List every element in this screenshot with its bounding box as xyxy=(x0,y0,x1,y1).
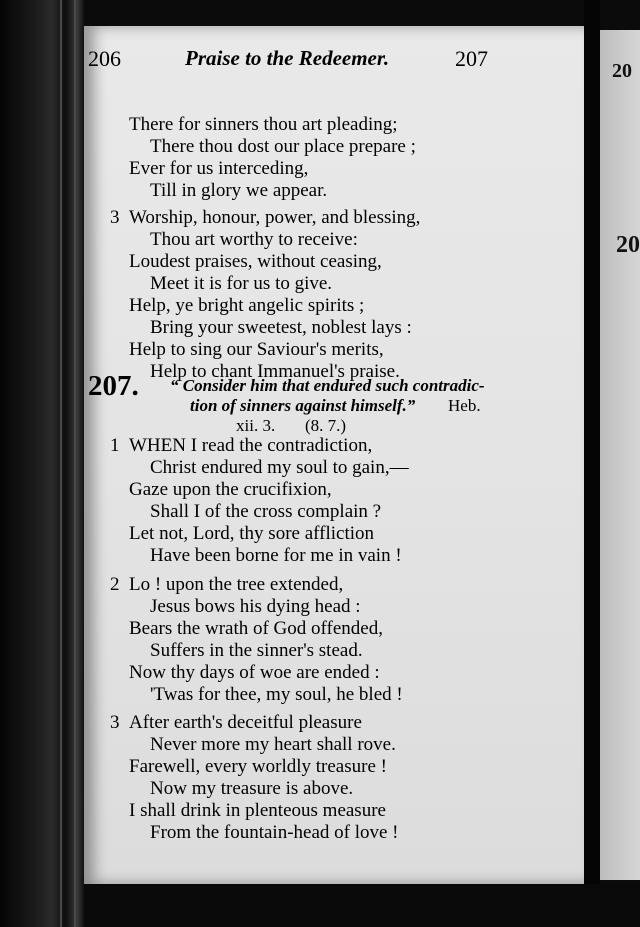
verse-line: Bring your sweetest, noblest lays : xyxy=(150,317,412,338)
verse-line: Christ endured my soul to gain,— xyxy=(150,457,409,478)
verse-line: Shall I of the cross complain ? xyxy=(150,501,382,522)
verse-line: Loudest praises, without ceasing, xyxy=(129,251,382,272)
verse-line: Worship, honour, power, and blessing, xyxy=(129,207,421,228)
adjacent-page xyxy=(600,30,640,880)
adjacent-page-number: 20 xyxy=(612,60,632,82)
verse-line: Never more my heart shall rove. xyxy=(150,734,396,755)
verse-line: Lo ! upon the tree extended, xyxy=(129,574,344,595)
spine-edge xyxy=(74,0,76,927)
right-page-number: 207 xyxy=(455,46,488,71)
page-gutter xyxy=(584,0,600,927)
hymn-number: 207. xyxy=(88,370,139,402)
adjacent-page-number: 20 xyxy=(616,232,640,258)
verse-number: 1 xyxy=(110,435,120,456)
verse-line: Farewell, every worldly treasure ! xyxy=(129,756,387,777)
epigraph-reference: xii. 3. xyxy=(236,416,276,435)
spine-edge xyxy=(60,0,62,927)
verse-line: Suffers in the sinner's stead. xyxy=(150,640,363,661)
epigraph-reference: Heb. xyxy=(448,396,481,415)
verse-line: After earth's deceitful pleasure xyxy=(129,712,362,733)
verse-number: 3 xyxy=(110,712,120,733)
verse-line: There for sinners thou art pleading; xyxy=(129,114,398,135)
verse-line: I shall drink in plenteous measure xyxy=(129,800,386,821)
verse-line: 'Twas for thee, my soul, he bled ! xyxy=(150,684,403,705)
verse-line: Help to chant Immanuel's praise. xyxy=(150,361,400,382)
verse-line: Help to sing our Saviour's merits, xyxy=(129,339,384,360)
verse-line: Jesus bows his dying head : xyxy=(150,596,361,617)
epigraph-line: tion of sinners against himself.” xyxy=(190,396,416,415)
verse-line: WHEN I read the contradiction, xyxy=(129,435,373,456)
verse-number: 3 xyxy=(110,207,120,228)
running-title: Praise to the Redeemer. xyxy=(185,46,390,70)
verse-line: Gaze upon the crucifixion, xyxy=(129,479,332,500)
verse-line: From the fountain-head of love ! xyxy=(150,822,399,843)
verse-line: Let not, Lord, thy sore affliction xyxy=(129,523,375,544)
book-spine xyxy=(0,0,84,927)
verse-line: Have been borne for me in vain ! xyxy=(150,545,402,566)
verse-line: Bears the wrath of God offended, xyxy=(129,618,383,639)
verse-line: Ever for us interceding, xyxy=(129,158,309,179)
verse-line: Thou art worthy to receive: xyxy=(150,229,358,250)
verse-line: Now my treasure is above. xyxy=(150,778,354,799)
verse-number: 2 xyxy=(110,574,120,595)
page-shadow xyxy=(84,884,640,927)
verse-line: There thou dost our place prepare ; xyxy=(150,136,416,157)
verse-line: Help, ye bright angelic spirits ; xyxy=(129,295,365,316)
verse-line: Meet it is for us to give. xyxy=(150,273,333,294)
verse-line: Now thy days of woe are ended : xyxy=(129,662,380,683)
verse-line: Till in glory we appear. xyxy=(150,180,328,201)
epigraph-line: “ Consider him that endured such contradic- xyxy=(170,376,485,395)
hymn-meter: (8. 7.) xyxy=(305,416,347,435)
left-page-number: 206 xyxy=(88,46,121,71)
